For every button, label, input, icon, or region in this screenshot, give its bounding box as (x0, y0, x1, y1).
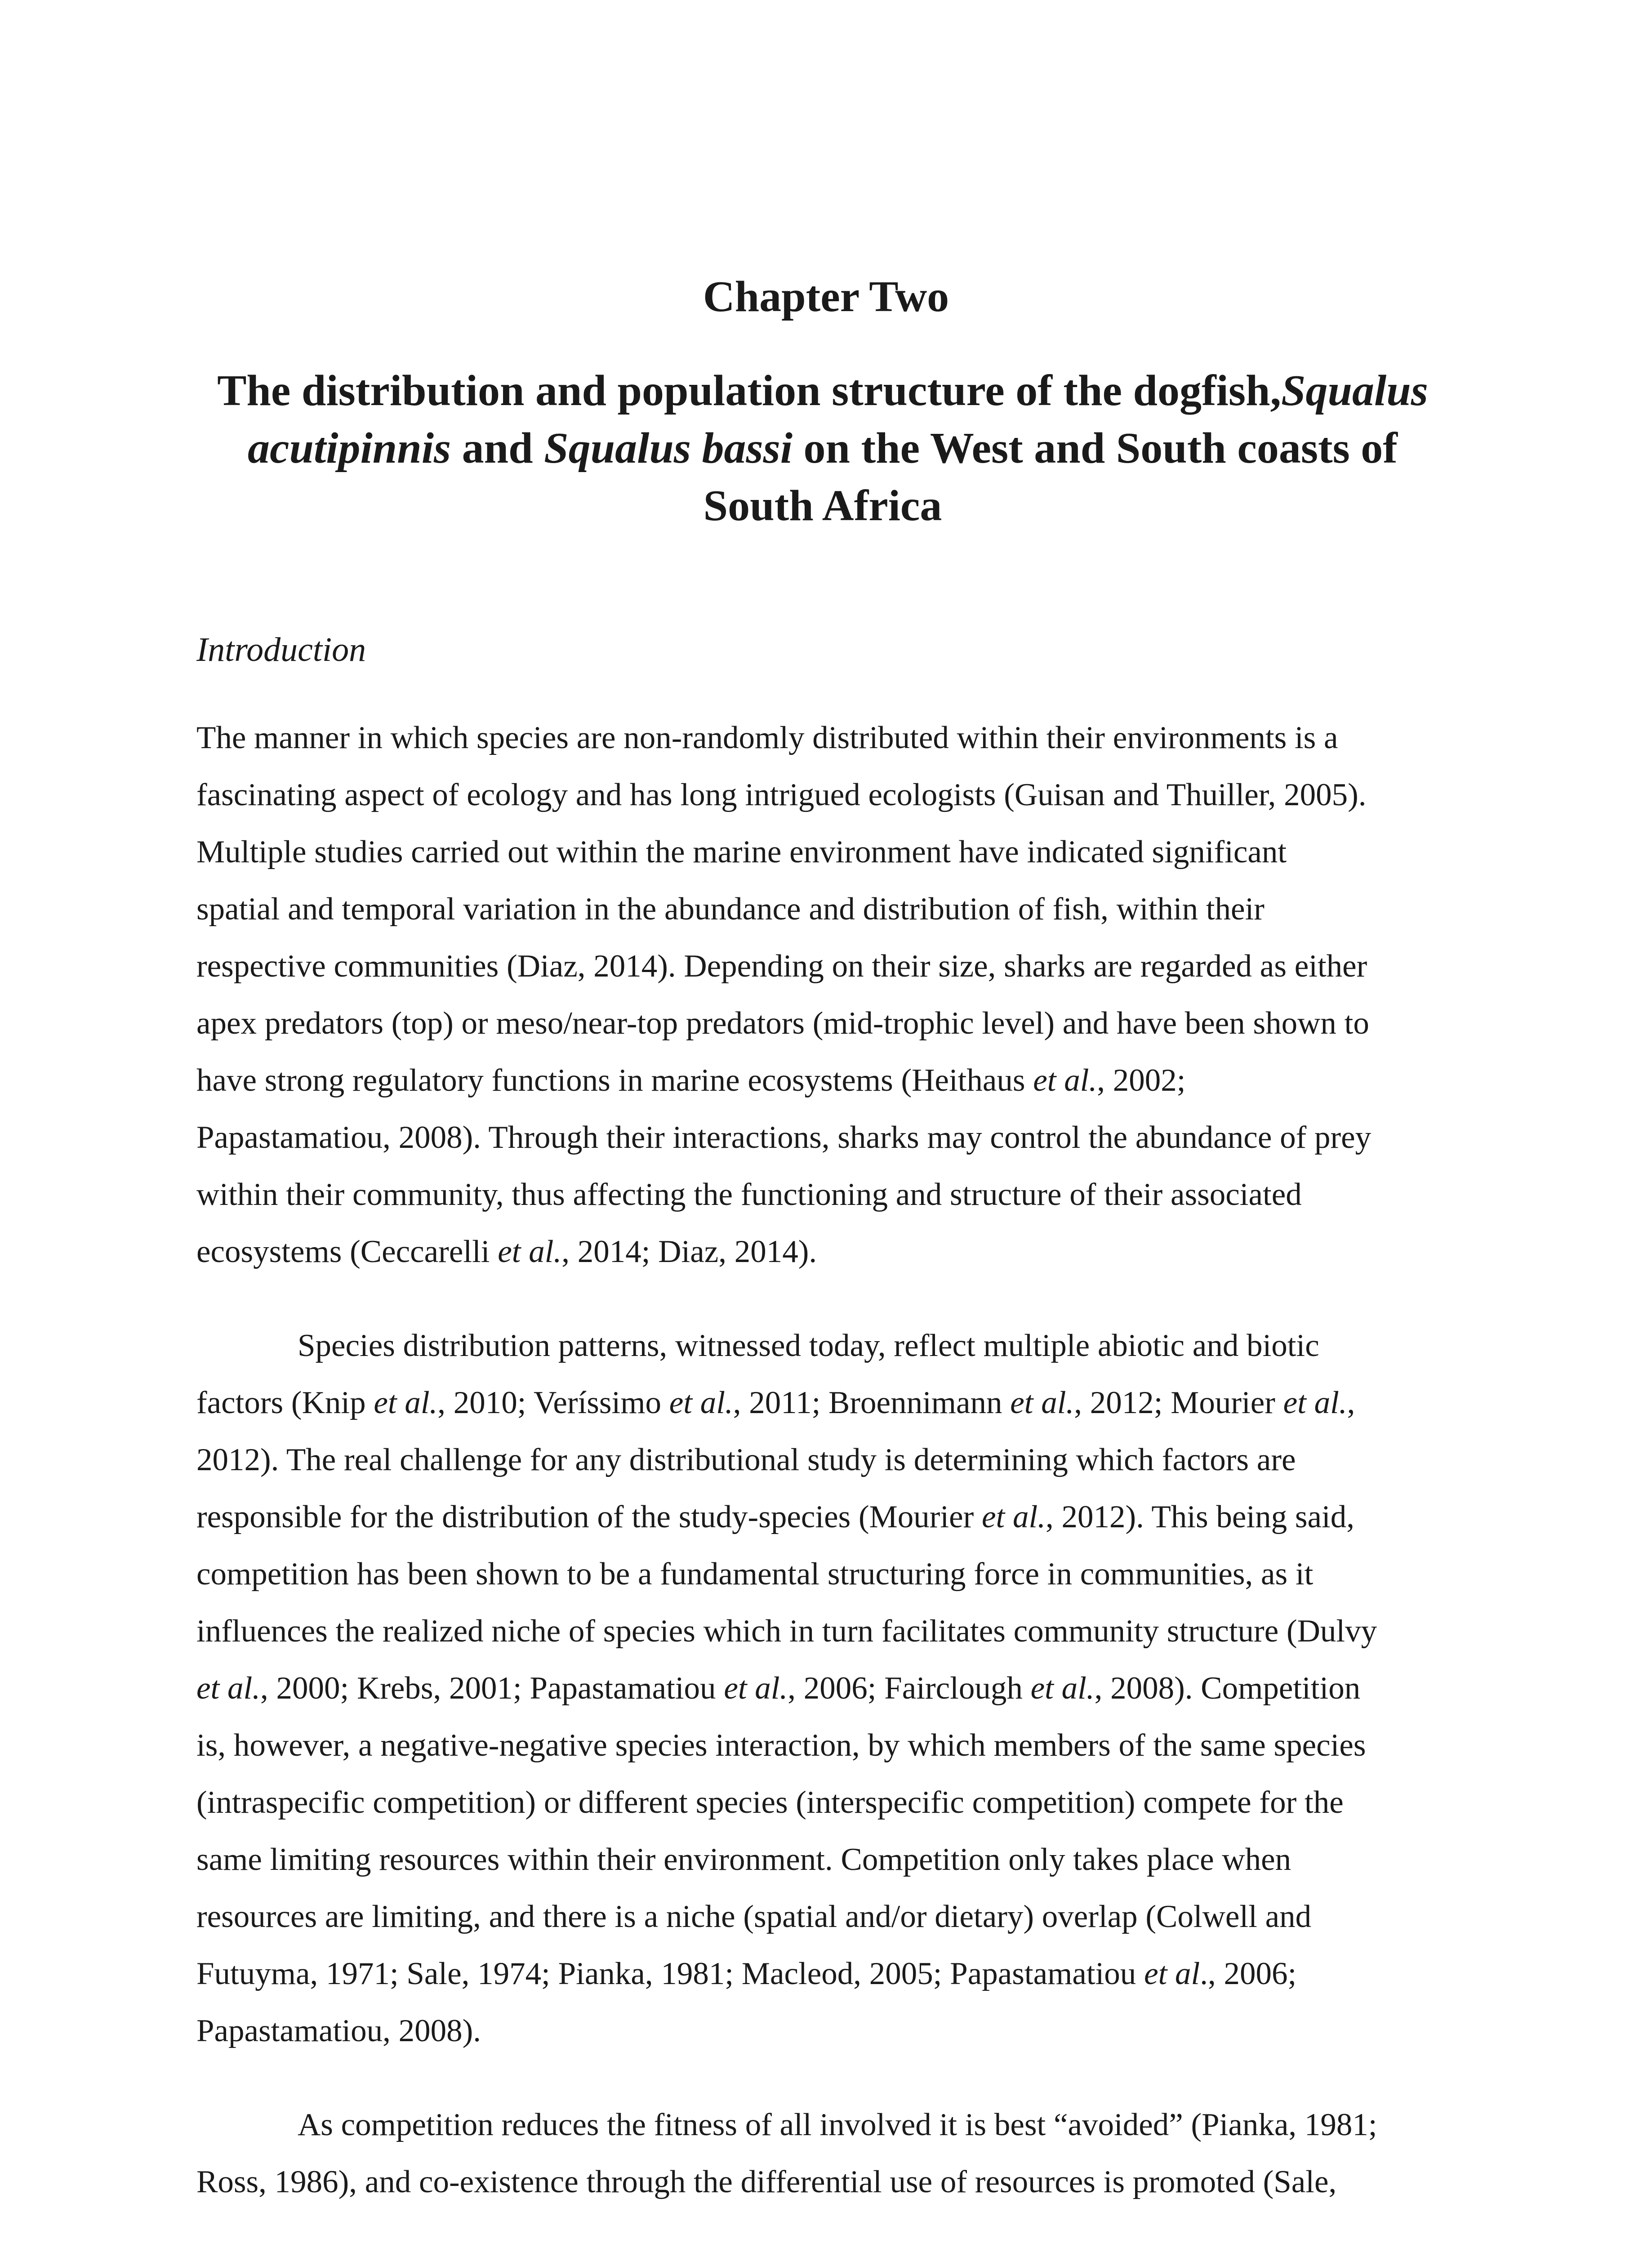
text-line: et al., 2000; Krebs, 2001; Papastamatiou et al., 2006; Fairclough et al., 2008). Competition (196, 1671, 1361, 1706)
chapter-title-line-1: The distribution and population structure of the dogfish,Squalus (217, 366, 1428, 415)
chapter-title (180, 362, 1465, 535)
text-line: The manner in which species are non-randomly distributed within their environments is a (196, 720, 1338, 755)
text-line: spatial and temporal variation in the abundance and distribution of fish, within their (196, 892, 1265, 927)
text-line: As competition reduces the fitness of all involved it is best “avoided” (Pianka, 1981; (298, 2107, 1377, 2142)
text-line: Papastamatiou, 2008). (196, 2013, 481, 2048)
text-line: Papastamatiou, 2008). Through their interactions, sharks may control the abundance of prey (196, 1120, 1371, 1155)
text-line: influences the realized niche of species which in turn facilitates community structure (Dulvy (196, 1614, 1377, 1649)
text-line: within their community, thus affecting the functioning and structure of their associated (196, 1177, 1302, 1212)
chapter-title-line-2: acutipinnis and Squalus bassi on the West and South coasts of (248, 424, 1398, 473)
paragraph-gap (196, 2060, 1462, 2096)
paragraph-gap (196, 1280, 1462, 1317)
text-line: have strong regulatory functions in marine ecosystems (Heithaus et al., 2002; (196, 1063, 1186, 1098)
chapter-label: Chapter Two (703, 272, 949, 321)
text-line: competition has been shown to be a fundamental structuring force in communities, as it (196, 1557, 1314, 1592)
text-line: ecosystems (Ceccarelli et al., 2014; Diaz, 2014). (196, 1234, 817, 1269)
paragraph-1 (196, 709, 1462, 1280)
chapter-title-line-3: South Africa (703, 482, 942, 530)
text-line: Species distribution patterns, witnessed today, reflect multiple abiotic and biotic (298, 1328, 1319, 1363)
section-heading: Introduction (196, 631, 366, 669)
text-line: respective communities (Diaz, 2014). Depending on their size, sharks are regarded as either (196, 949, 1367, 984)
paragraph-2 (196, 1317, 1462, 2060)
text-line: Ross, 1986), and co-existence through the differential use of resources is promoted (Sale, (196, 2164, 1337, 2199)
text-line: apex predators (top) or meso/near-top predators (mid-trophic level) and have been shown to (196, 1006, 1369, 1041)
text-line: fascinating aspect of ecology and has long intrigued ecologists (Guisan and Thuiller, 2005). (196, 777, 1367, 812)
paragraph-3 (196, 2096, 1462, 2211)
text-line: (intraspecific competition) or different species (interspecific competition) compete for the (196, 1785, 1344, 1820)
text-line: Futuyma, 1971; Sale, 1974; Pianka, 1981; Macleod, 2005; Papastamatiou et al., 2006; (196, 1956, 1297, 1991)
text-line: 2012). The real challenge for any distributional study is determining which factors are (196, 1442, 1296, 1477)
text-line: same limiting resources within their environment. Competition only takes place when (196, 1842, 1291, 1877)
text-line: responsible for the distribution of the study-species (Mourier et al., 2012). This being said, (196, 1499, 1354, 1534)
text-line: resources are limiting, and there is a niche (spatial and/or dietary) overlap (Colwell and (196, 1899, 1312, 1934)
text-line: factors (Knip et al., 2010; Veríssimo et al., 2011; Broennimann et al., 2012; Mourier et al., (196, 1385, 1355, 1420)
text-line: Multiple studies carried out within the marine environment have indicated significant (196, 834, 1287, 870)
text-line: is, however, a negative-negative species interaction, by which members of the same species (196, 1728, 1366, 1763)
body-text (196, 709, 1462, 2211)
